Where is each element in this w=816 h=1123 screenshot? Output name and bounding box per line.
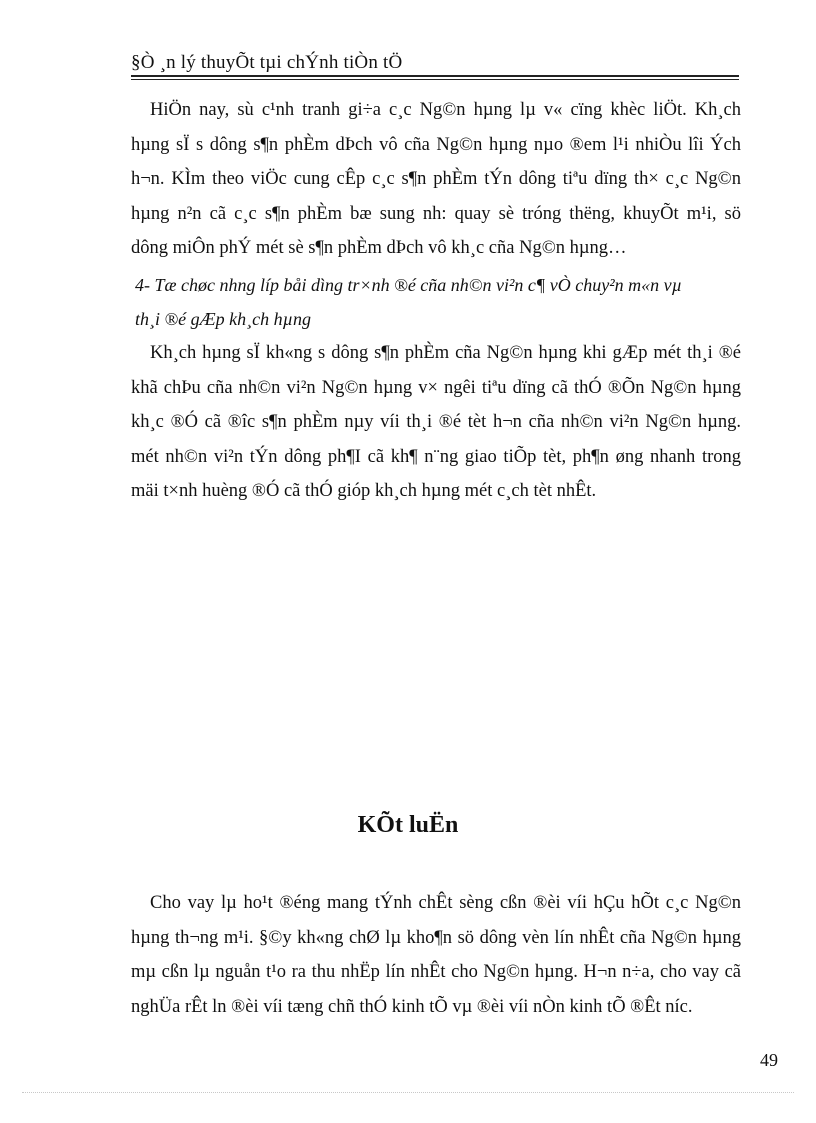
subheading-line: th¸i ®é gÆp kh¸ch hµng [135, 309, 312, 329]
paragraph-line: hµng sÏ s dông s¶n phÈm dÞch vô cña Ng©n hµng nµo ®em l¹i nhiÒu lîi Ých [131, 134, 741, 155]
paragraph-line: hµng th¬ng m¹i. §©y kh«ng chØ lµ kho¶n sö dông vèn lín nhÊt cña Ng©n hµng [131, 927, 741, 948]
paragraph-line: Kh¸ch hµng sÏ kh«ng s dông s¶n phÈm cña Ng©n hµng khi gÆp mét th¸i ®é [150, 343, 741, 363]
paragraph-line: dông miÔn phÝ mét sè s¶n phÈm dÞch vô kh¸c cña Ng©n hµng… [131, 238, 627, 258]
paragraph-line: kh¸c ®Ó cã ®îc s¶n phÈm nµy víi th¸i ®é tèt h¬n cña nh©n vi²n Ng©n hµng. [131, 412, 741, 432]
paragraph-conclusion [131, 886, 741, 1024]
subheading-line: 4- Tæ chøc nhng líp båi dìng tr×nh ®é cña nh©n vi²n c¶ vÒ chuy²n m«n vµ [135, 275, 682, 295]
page-bottom-divider [22, 1092, 794, 1093]
page-number: 49 [760, 1050, 778, 1070]
section-subheading [135, 268, 745, 336]
paragraph-line: Cho vay lµ ho¹t ®éng mang tÝnh chÊt sèng cßn ®èi víi hÇu hÕt c¸c Ng©n [150, 893, 741, 913]
paragraph-line: khã chÞu cña nh©n vi²n Ng©n hµng v× ngêi tiªu dïng cã thÓ ®Õn Ng©n hµng [131, 377, 741, 398]
paragraph-competition [131, 93, 741, 266]
running-header: §Ò ¸n lý thuyÕt tµi chÝnh tiÒn tÖ [131, 52, 403, 73]
paragraph-line: mét nh©n vi²n tÝn dông ph¶I cã kh¶ n¨ng giao tiÕp tèt, ph¶n øng nhanh trong [131, 446, 741, 467]
header-rule-thick [131, 75, 739, 77]
header-rule-thin [131, 79, 739, 80]
paragraph-line: mäi t×nh huèng ®Ó cã thÓ gióp kh¸ch hµng mét c¸ch tèt nhÊt. [131, 481, 597, 501]
paragraph-line: HiÖn nay, sù c¹nh tranh gi÷a c¸c Ng©n hµng lµ v« cïng khèc liÖt. Kh¸ch [150, 100, 741, 120]
paragraph-staff-attitude [131, 336, 741, 509]
paragraph-line: h¬n. KÌm theo viÖc cung cÊp c¸c s¶n phÈm tÝn dông tiªu dïng th× c¸c Ng©n [131, 169, 741, 189]
paragraph-line: nghÜa rÊt ln ®èi víi tæng chñ thÓ kinh tÕ vµ ®èi víi nÒn kinh tÕ ®Êt níc. [131, 996, 693, 1017]
paragraph-line: mµ cßn lµ nguån t¹o ra thu nhËp lín nhÊt cho Ng©n hµng. H¬n n÷a, cho vay cã [131, 962, 741, 982]
conclusion-title: KÕt luËn [357, 812, 459, 838]
paragraph-line: hµng n²n cã c¸c s¶n phÈm bæ sung nh: quay sè tróng thëng, khuyÕt m¹i, sö [131, 203, 741, 224]
